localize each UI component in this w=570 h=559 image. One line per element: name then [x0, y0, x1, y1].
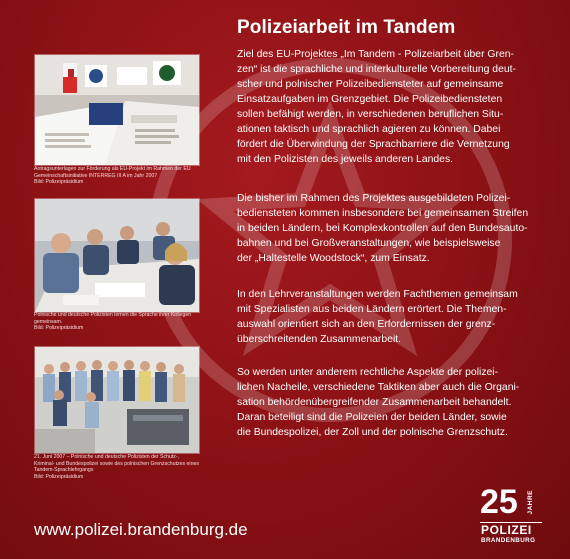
text-line: Daran beteiligt sind die Polizeien der beiden Länder, sowie — [237, 412, 507, 423]
logo-region: BRANDENBURG — [481, 537, 536, 544]
caption-group — [34, 454, 202, 480]
text-line: auswahl orientiert sich an den Erfordernissen der grenz- — [237, 319, 496, 330]
text-line: fördert die Überwindung der Sprachbarriere die Vernetzung — [237, 139, 510, 150]
text-line: sollen befähigt werden, in verschiedenen beruflichen Situ- — [237, 109, 504, 120]
text-line: scher und polnischer Polizeibediensteter auf gemeinsame — [237, 79, 504, 90]
paragraph-courses — [237, 287, 543, 347]
text-line: überschreitenden Zusammenarbeit. — [237, 334, 402, 345]
text-line: ationen taktisch und sprachlich agieren zu können. Dabei — [237, 124, 501, 135]
page-title: Polizeiarbeit im Tandem — [237, 17, 456, 38]
paragraph-project-goal — [237, 47, 543, 167]
caption-documents — [34, 166, 202, 186]
text-line: der „Haltestelle Woodstock“, zum Einsatz. — [237, 253, 430, 264]
logo-polizei: POLIZEI — [481, 523, 532, 537]
photo-classroom — [34, 198, 200, 313]
text-line: Ziel des EU-Projektes „Im Tandem - Polizeiarbeit über Gren- — [237, 49, 514, 60]
caption-line: gemeinsam. — [34, 318, 63, 325]
paragraph-topics — [237, 365, 543, 440]
caption-line: 21. Juni 2007 – Polnische und deutsche Polizisten der Schutz-, — [34, 454, 180, 460]
text-line: lichen Nacheile, verschiedene Taktiken aber auch die Organi- — [237, 382, 520, 393]
website-link[interactable]: www.polizei.brandenburg.de — [34, 520, 248, 539]
text-line: zen“ ist die sprachliche und interkulturelle Vorbereitung deut- — [237, 64, 516, 75]
police-25-years-logo — [480, 483, 542, 548]
text-line: mit den Polizisten des jeweils anderen Landes. — [237, 154, 454, 165]
text-line: Die bisher im Rahmen des Projektes ausgebildeten Polizei- — [237, 193, 511, 204]
caption-line: Antragsunterlagen zur Förderung als EU-Projekt im Rahmen der EU — [34, 166, 191, 172]
caption-line: Polnische und deutsche Polizisten lernen die Sprache ihrer Kollegen — [34, 312, 192, 318]
text-line: bahnen und bei Großveranstaltungen, wie beispielsweise — [237, 238, 501, 249]
caption-line: Bild: Polizeipräsidium — [34, 473, 84, 480]
logo-jahre: JAHRE — [527, 490, 534, 515]
text-line: So werden unter anderem rechtliche Aspekte der polizei- — [237, 367, 499, 378]
text-line: die Bundespolizei, der Zoll und der polnische Grenzschutz. — [237, 427, 508, 438]
text-line: Einsatzaufgaben im Grenzgebiet. Die Polizeibediensteten — [237, 94, 503, 105]
logo-number: 25 — [480, 483, 518, 521]
caption-line: Bild: Polizeipräsidium — [34, 179, 84, 186]
text-line: mit Spezialisten aus beiden Ländern erörtert. Die Themen- — [237, 304, 507, 315]
text-line: In den Lehrveranstaltungen werden Fachthemen gemeinsam — [237, 289, 518, 300]
photo-documents — [34, 54, 200, 166]
text-line: in beiden Ländern, bei Komplexkontrollen auf den Bundesauto- — [237, 223, 528, 234]
paragraph-deployment — [237, 191, 543, 266]
text-line: sation behördenübergreifender Zusammenarbeit behandelt. — [237, 397, 512, 408]
text-line: bediensteten kommen insbesondere bei gemeinsamen Streifen — [237, 208, 529, 219]
caption-line: Tandem-Sprachlehrgangs — [34, 467, 94, 474]
caption-line: Kriminal- und Bundespolizei sowie des polnischen Grenzschutzes eines — [34, 460, 199, 467]
caption-classroom — [34, 312, 202, 332]
caption-line: Gemeinschaftsinitiative INTERREG III A im Jahr 2007 — [34, 172, 158, 179]
photo-group — [34, 346, 200, 454]
caption-line: Bild: Polizeipräsidium — [34, 325, 84, 332]
